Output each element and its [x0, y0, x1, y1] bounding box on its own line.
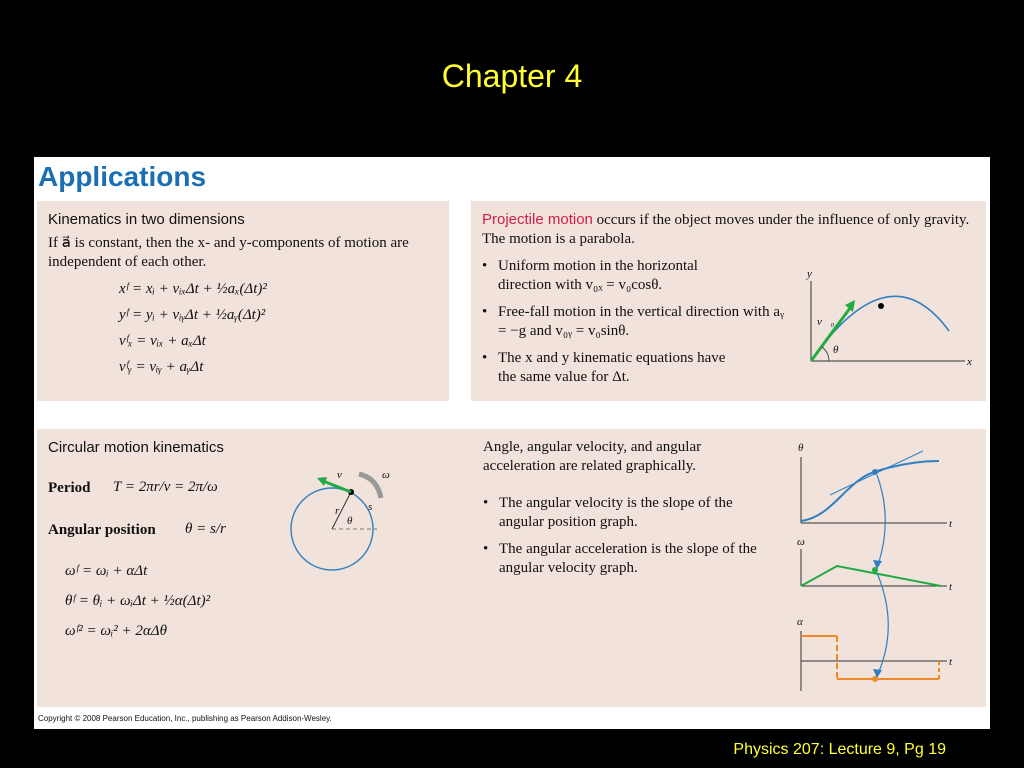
v0-arrow	[811, 304, 853, 361]
y-axis-label: y	[807, 268, 812, 280]
v0-label: v⃗₀	[817, 316, 835, 328]
circle-diagram	[287, 464, 397, 574]
angular-graphs	[785, 439, 975, 699]
omega-line	[801, 566, 941, 586]
slide-title: Chapter 4	[441, 58, 583, 94]
arc-length-label: s	[368, 501, 373, 513]
kinematics-eq-3: vᶠₓ = vᵢₓ + aₓΔt	[119, 333, 206, 349]
kinematics-title: Kinematics in two dimensions	[48, 211, 245, 228]
theta-to-omega-arrow	[877, 475, 885, 565]
theta-graph-label: θ	[798, 442, 804, 454]
textbook-figure	[34, 157, 990, 729]
velocity-arrow	[323, 481, 351, 492]
footer-text: Physics 207: Lecture 9, Pg 19	[733, 741, 946, 758]
angular-position-label: Angular position	[48, 522, 156, 538]
theta-label: θ	[347, 515, 353, 527]
omega-graph-t-label: t	[949, 581, 953, 593]
projectile-point	[878, 303, 884, 309]
omega-graph-label: ω	[797, 536, 805, 548]
kinematics-body: If a⃗ is constant, then the x- and y-components of motion are independent of each other.	[48, 235, 409, 270]
projectile-intro	[482, 210, 977, 249]
theta-graph-t-label: t	[949, 518, 953, 530]
graphs-intro: Angle, angular velocity, and angular acceleration are related graphically.	[483, 439, 702, 474]
omega-arrow	[359, 474, 381, 498]
circular-eq-2: θᶠ = θᵢ + ωᵢΔt + ½α(Δt)²	[65, 593, 211, 609]
x-axis-label: x	[967, 356, 972, 368]
projectile-bullet-2: • Free-fall motion in the vertical direction with aᵧ = −g and v₀ᵧ = v₀sinθ.	[482, 303, 788, 341]
omega-to-alpha-arrow	[877, 573, 888, 674]
kinematics-eq-1: xᶠ = xᵢ + vᵢₓΔt + ½aₓ(Δt)²	[119, 281, 267, 297]
circular-panel	[37, 429, 986, 707]
circular-eq-3: ωᶠ² = ωᵢ² + 2αΔθ	[65, 623, 167, 639]
projectile-bullet-3: • The x and y kinematic equations have the same value for Δt.	[482, 349, 738, 387]
circular-eq-1: ωᶠ = ωᵢ + αΔt	[65, 563, 148, 579]
kinematics-panel	[37, 201, 449, 401]
projectile-intro-text: occurs if the object moves under the influence of only gravity. The motion is a parabola.	[482, 212, 970, 247]
graphs-bullet-2: • The angular acceleration is the slope of the angular velocity graph.	[483, 540, 764, 578]
velocity-arrowhead	[317, 477, 327, 486]
alpha-graph-t-label: t	[949, 656, 953, 668]
alpha-graph-label: α	[797, 616, 803, 628]
graphs-bullet-1: • The angular velocity is the slope of the angular position graph.	[483, 494, 749, 532]
copyright-notice: Copyright © 2008 Pearson Education, Inc., publishing as Pearson Addison-Wesley.	[38, 714, 332, 723]
period-equation: T = 2πr/v = 2π/ω	[113, 479, 218, 495]
velocity-label: v⃗	[337, 469, 351, 481]
projectile-panel	[471, 201, 986, 401]
theta-curve	[801, 461, 939, 521]
kinematics-eq-2: yᶠ = yᵢ + vᵢᵧΔt + ½aᵧ(Δt)²	[119, 307, 266, 323]
projectile-title: Projectile motion	[482, 211, 593, 228]
theta-label: θ	[833, 344, 839, 356]
circular-title: Circular motion kinematics	[48, 439, 224, 456]
kinematics-eq-4: vᶠᵧ = vᵢᵧ + aᵧΔt	[119, 359, 204, 375]
theta-arc	[822, 347, 829, 361]
period-label: Period	[48, 480, 91, 496]
angular-position-equation: θ = s/r	[185, 521, 226, 537]
radius-label: r	[335, 505, 340, 517]
theta-point	[872, 469, 878, 475]
projectile-diagram	[803, 269, 983, 379]
applications-heading: Applications	[38, 161, 207, 192]
omega-label: ω	[382, 469, 390, 481]
projectile-bullet-1: • Uniform motion in the horizontal direction with v₀ₓ = v₀cosθ.	[482, 257, 738, 295]
